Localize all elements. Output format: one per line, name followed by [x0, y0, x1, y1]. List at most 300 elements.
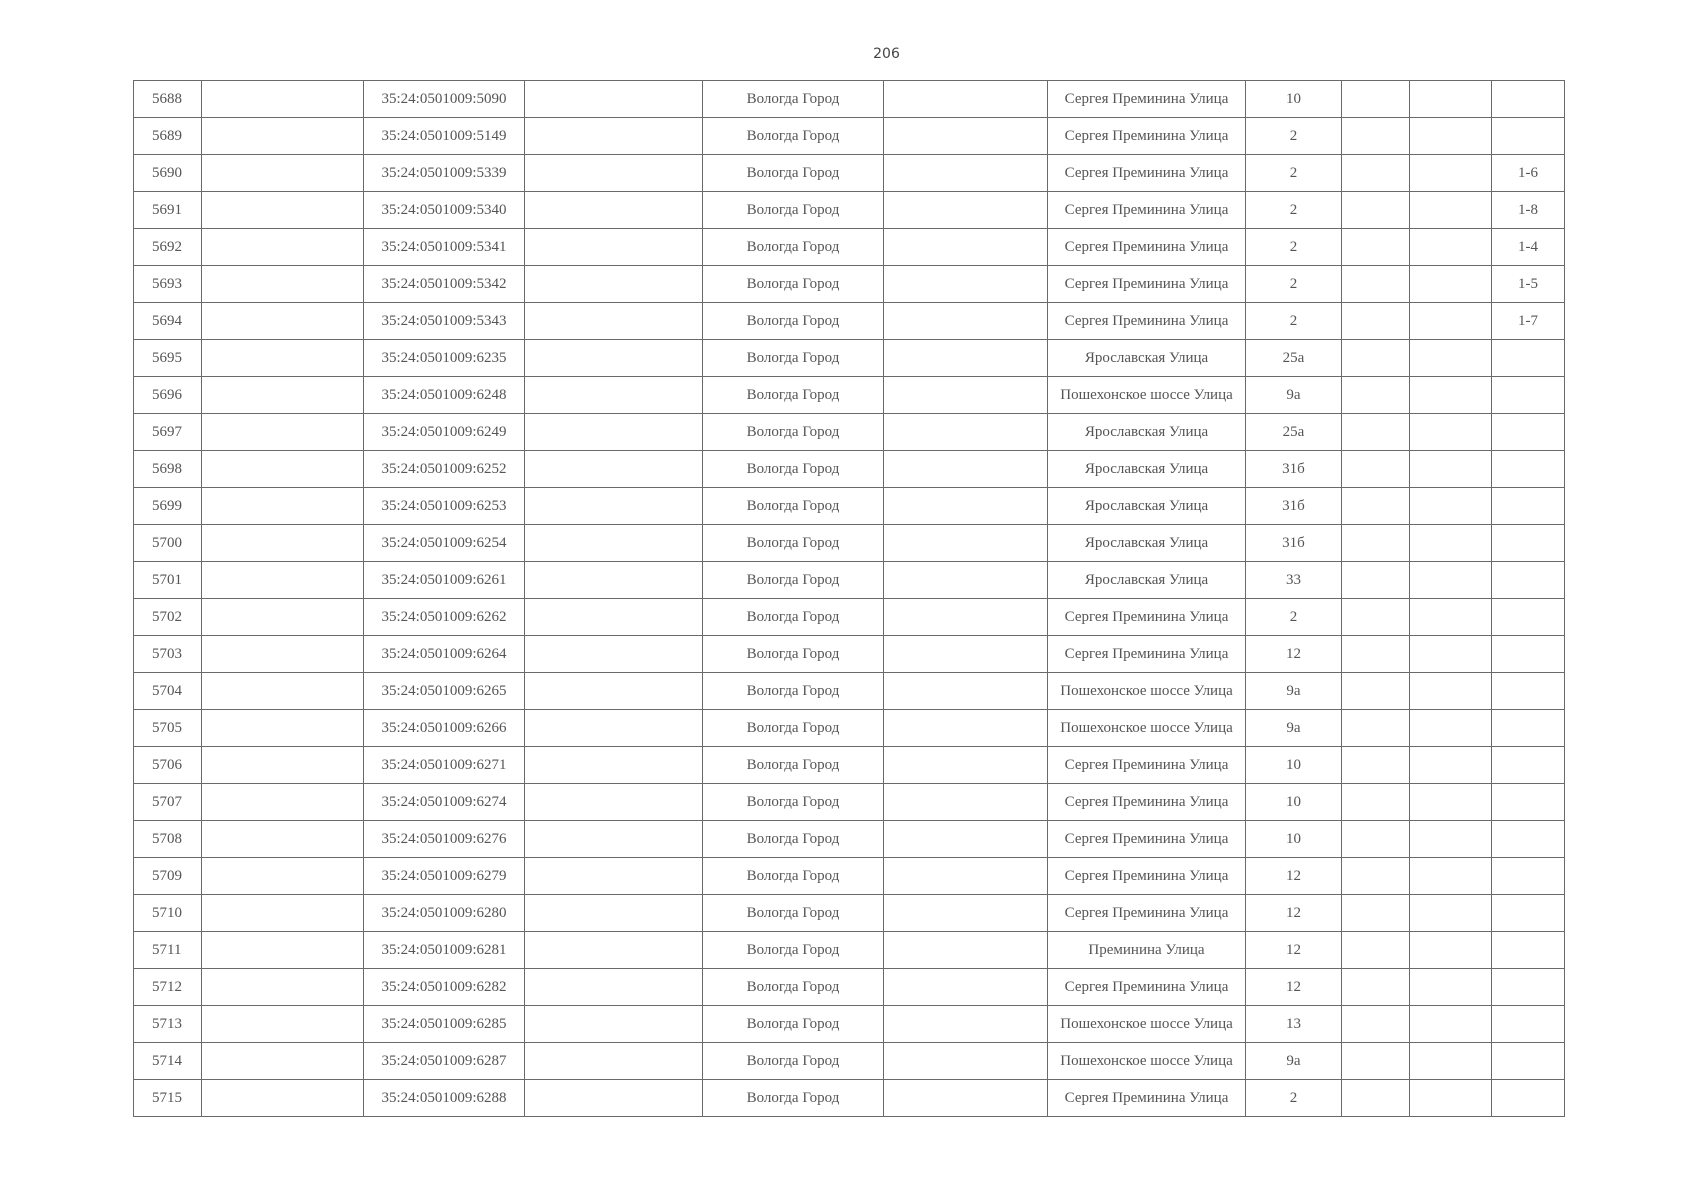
row-number-cell: 5715 [134, 1080, 202, 1117]
empty-cell [1410, 340, 1492, 377]
row-number-cell: 5691 [134, 192, 202, 229]
cadastral-number-cell: 35:24:0501009:6280 [364, 895, 525, 932]
street-cell: Преминина Улица [1048, 932, 1246, 969]
empty-cell [525, 858, 703, 895]
table-row [134, 451, 1565, 488]
empty-cell [884, 414, 1048, 451]
empty-cell [1342, 414, 1410, 451]
house-number-cell: 25а [1246, 414, 1342, 451]
street-cell: Сергея Преминина Улица [1048, 229, 1246, 266]
cadastral-number-cell: 35:24:0501009:6285 [364, 1006, 525, 1043]
empty-cell [884, 451, 1048, 488]
apartment-cell [1492, 118, 1565, 155]
empty-cell [525, 340, 703, 377]
empty-cell [1410, 81, 1492, 118]
apartment-cell [1492, 895, 1565, 932]
city-cell: Вологда Город [703, 488, 884, 525]
cadastral-number-cell: 35:24:0501009:5340 [364, 192, 525, 229]
cadastral-number-cell: 35:24:0501009:5090 [364, 81, 525, 118]
cadastral-number-cell: 35:24:0501009:6265 [364, 673, 525, 710]
empty-cell [884, 377, 1048, 414]
row-number-cell: 5709 [134, 858, 202, 895]
apartment-cell [1492, 1006, 1565, 1043]
table-row [134, 155, 1565, 192]
city-cell: Вологда Город [703, 710, 884, 747]
house-number-cell: 33 [1246, 562, 1342, 599]
empty-cell [884, 969, 1048, 1006]
table-row [134, 710, 1565, 747]
apartment-cell [1492, 932, 1565, 969]
empty-cell [525, 155, 703, 192]
street-cell: Сергея Преминина Улица [1048, 192, 1246, 229]
city-cell: Вологда Город [703, 1080, 884, 1117]
empty-cell [884, 1080, 1048, 1117]
row-number-cell: 5706 [134, 747, 202, 784]
empty-cell [525, 673, 703, 710]
city-cell: Вологда Город [703, 895, 884, 932]
cadastral-number-cell: 35:24:0501009:6279 [364, 858, 525, 895]
table-row [134, 303, 1565, 340]
table-row [134, 821, 1565, 858]
empty-cell [525, 636, 703, 673]
apartment-cell [1492, 858, 1565, 895]
empty-cell [884, 821, 1048, 858]
table-body [134, 81, 1565, 1117]
row-number-cell: 5701 [134, 562, 202, 599]
empty-cell [1410, 118, 1492, 155]
apartment-cell: 1-7 [1492, 303, 1565, 340]
empty-cell [202, 377, 364, 414]
cadastral-number-cell: 35:24:0501009:5341 [364, 229, 525, 266]
street-cell: Сергея Преминина Улица [1048, 1080, 1246, 1117]
street-cell: Пошехонское шоссе Улица [1048, 1043, 1246, 1080]
cadastral-number-cell: 35:24:0501009:6261 [364, 562, 525, 599]
street-cell: Ярославская Улица [1048, 451, 1246, 488]
empty-cell [525, 525, 703, 562]
empty-cell [1410, 192, 1492, 229]
apartment-cell [1492, 562, 1565, 599]
empty-cell [525, 784, 703, 821]
house-number-cell: 9а [1246, 377, 1342, 414]
registry-table [133, 80, 1565, 1117]
empty-cell [525, 414, 703, 451]
empty-cell [202, 155, 364, 192]
street-cell: Сергея Преминина Улица [1048, 81, 1246, 118]
empty-cell [1342, 451, 1410, 488]
empty-cell [1342, 932, 1410, 969]
empty-cell [1410, 414, 1492, 451]
city-cell: Вологда Город [703, 118, 884, 155]
street-cell: Сергея Преминина Улица [1048, 821, 1246, 858]
empty-cell [202, 1043, 364, 1080]
empty-cell [884, 673, 1048, 710]
empty-cell [202, 81, 364, 118]
apartment-cell [1492, 451, 1565, 488]
cadastral-number-cell: 35:24:0501009:5149 [364, 118, 525, 155]
apartment-cell: 1-4 [1492, 229, 1565, 266]
empty-cell [202, 192, 364, 229]
city-cell: Вологда Город [703, 969, 884, 1006]
empty-cell [1410, 1006, 1492, 1043]
table-row [134, 229, 1565, 266]
city-cell: Вологда Город [703, 155, 884, 192]
house-number-cell: 31б [1246, 488, 1342, 525]
cadastral-number-cell: 35:24:0501009:6253 [364, 488, 525, 525]
empty-cell [1410, 673, 1492, 710]
empty-cell [884, 340, 1048, 377]
empty-cell [525, 1080, 703, 1117]
street-cell: Пошехонское шоссе Улица [1048, 377, 1246, 414]
empty-cell [884, 192, 1048, 229]
table-row [134, 636, 1565, 673]
row-number-cell: 5694 [134, 303, 202, 340]
table-row [134, 1080, 1565, 1117]
empty-cell [1410, 710, 1492, 747]
empty-cell [525, 932, 703, 969]
empty-cell [884, 858, 1048, 895]
table-row [134, 1043, 1565, 1080]
city-cell: Вологда Город [703, 821, 884, 858]
street-cell: Сергея Преминина Улица [1048, 599, 1246, 636]
table-row [134, 858, 1565, 895]
empty-cell [1410, 229, 1492, 266]
row-number-cell: 5703 [134, 636, 202, 673]
table-row [134, 895, 1565, 932]
house-number-cell: 12 [1246, 895, 1342, 932]
empty-cell [1410, 636, 1492, 673]
empty-cell [1342, 488, 1410, 525]
apartment-cell [1492, 710, 1565, 747]
empty-cell [202, 969, 364, 1006]
cadastral-number-cell: 35:24:0501009:6276 [364, 821, 525, 858]
street-cell: Сергея Преминина Улица [1048, 636, 1246, 673]
empty-cell [1342, 1080, 1410, 1117]
empty-cell [1342, 821, 1410, 858]
street-cell: Сергея Преминина Улица [1048, 747, 1246, 784]
cadastral-number-cell: 35:24:0501009:6287 [364, 1043, 525, 1080]
empty-cell [884, 1006, 1048, 1043]
city-cell: Вологда Город [703, 525, 884, 562]
empty-cell [202, 636, 364, 673]
row-number-cell: 5700 [134, 525, 202, 562]
house-number-cell: 10 [1246, 81, 1342, 118]
house-number-cell: 2 [1246, 599, 1342, 636]
street-cell: Сергея Преминина Улица [1048, 266, 1246, 303]
row-number-cell: 5711 [134, 932, 202, 969]
table-row [134, 192, 1565, 229]
empty-cell [1410, 858, 1492, 895]
empty-cell [1410, 562, 1492, 599]
cadastral-number-cell: 35:24:0501009:6266 [364, 710, 525, 747]
empty-cell [884, 636, 1048, 673]
empty-cell [525, 377, 703, 414]
city-cell: Вологда Город [703, 192, 884, 229]
empty-cell [884, 303, 1048, 340]
city-cell: Вологда Город [703, 673, 884, 710]
empty-cell [525, 451, 703, 488]
street-cell: Пошехонское шоссе Улица [1048, 1006, 1246, 1043]
house-number-cell: 12 [1246, 969, 1342, 1006]
apartment-cell [1492, 599, 1565, 636]
street-cell: Сергея Преминина Улица [1048, 155, 1246, 192]
row-number-cell: 5689 [134, 118, 202, 155]
empty-cell [525, 266, 703, 303]
empty-cell [1342, 636, 1410, 673]
apartment-cell [1492, 747, 1565, 784]
empty-cell [202, 340, 364, 377]
empty-cell [1342, 969, 1410, 1006]
row-number-cell: 5707 [134, 784, 202, 821]
house-number-cell: 9а [1246, 673, 1342, 710]
empty-cell [202, 266, 364, 303]
empty-cell [202, 599, 364, 636]
empty-cell [884, 562, 1048, 599]
table-row [134, 932, 1565, 969]
cadastral-number-cell: 35:24:0501009:6254 [364, 525, 525, 562]
row-number-cell: 5699 [134, 488, 202, 525]
table-row [134, 266, 1565, 303]
empty-cell [202, 525, 364, 562]
empty-cell [202, 451, 364, 488]
cadastral-number-cell: 35:24:0501009:6249 [364, 414, 525, 451]
empty-cell [884, 229, 1048, 266]
apartment-cell [1492, 340, 1565, 377]
row-number-cell: 5714 [134, 1043, 202, 1080]
empty-cell [1410, 525, 1492, 562]
table-row [134, 377, 1565, 414]
apartment-cell [1492, 821, 1565, 858]
cadastral-number-cell: 35:24:0501009:6288 [364, 1080, 525, 1117]
empty-cell [525, 710, 703, 747]
empty-cell [1410, 488, 1492, 525]
empty-cell [1342, 303, 1410, 340]
house-number-cell: 10 [1246, 747, 1342, 784]
empty-cell [202, 821, 364, 858]
street-cell: Сергея Преминина Улица [1048, 895, 1246, 932]
empty-cell [1410, 1080, 1492, 1117]
empty-cell [202, 673, 364, 710]
cadastral-number-cell: 35:24:0501009:6264 [364, 636, 525, 673]
empty-cell [1342, 525, 1410, 562]
row-number-cell: 5695 [134, 340, 202, 377]
empty-cell [1342, 81, 1410, 118]
empty-cell [202, 414, 364, 451]
empty-cell [1410, 377, 1492, 414]
empty-cell [1410, 451, 1492, 488]
empty-cell [884, 1043, 1048, 1080]
empty-cell [884, 932, 1048, 969]
apartment-cell: 1-8 [1492, 192, 1565, 229]
empty-cell [1342, 1006, 1410, 1043]
cadastral-number-cell: 35:24:0501009:6271 [364, 747, 525, 784]
empty-cell [525, 747, 703, 784]
row-number-cell: 5698 [134, 451, 202, 488]
empty-cell [1342, 562, 1410, 599]
city-cell: Вологда Город [703, 303, 884, 340]
table-row [134, 1006, 1565, 1043]
city-cell: Вологда Город [703, 81, 884, 118]
empty-cell [525, 1006, 703, 1043]
empty-cell [884, 710, 1048, 747]
empty-cell [1410, 969, 1492, 1006]
house-number-cell: 13 [1246, 1006, 1342, 1043]
cadastral-number-cell: 35:24:0501009:6235 [364, 340, 525, 377]
house-number-cell: 2 [1246, 192, 1342, 229]
empty-cell [202, 747, 364, 784]
empty-cell [1342, 266, 1410, 303]
empty-cell [1410, 303, 1492, 340]
empty-cell [1410, 1043, 1492, 1080]
street-cell: Сергея Преминина Улица [1048, 303, 1246, 340]
empty-cell [884, 747, 1048, 784]
apartment-cell: 1-5 [1492, 266, 1565, 303]
empty-cell [202, 932, 364, 969]
row-number-cell: 5712 [134, 969, 202, 1006]
empty-cell [202, 562, 364, 599]
empty-cell [202, 710, 364, 747]
empty-cell [525, 192, 703, 229]
empty-cell [525, 229, 703, 266]
street-cell: Сергея Преминина Улица [1048, 118, 1246, 155]
empty-cell [202, 1006, 364, 1043]
empty-cell [1410, 784, 1492, 821]
city-cell: Вологда Город [703, 266, 884, 303]
street-cell: Ярославская Улица [1048, 414, 1246, 451]
city-cell: Вологда Город [703, 562, 884, 599]
cadastral-number-cell: 35:24:0501009:6274 [364, 784, 525, 821]
empty-cell [1342, 155, 1410, 192]
house-number-cell: 9а [1246, 710, 1342, 747]
empty-cell [1342, 192, 1410, 229]
house-number-cell: 10 [1246, 784, 1342, 821]
street-cell: Ярославская Улица [1048, 525, 1246, 562]
apartment-cell [1492, 784, 1565, 821]
empty-cell [1342, 340, 1410, 377]
table-row [134, 414, 1565, 451]
street-cell: Сергея Преминина Улица [1048, 858, 1246, 895]
row-number-cell: 5713 [134, 1006, 202, 1043]
empty-cell [1410, 895, 1492, 932]
house-number-cell: 31б [1246, 525, 1342, 562]
table-row [134, 969, 1565, 1006]
empty-cell [1342, 710, 1410, 747]
empty-cell [1410, 821, 1492, 858]
cadastral-number-cell: 35:24:0501009:6281 [364, 932, 525, 969]
street-cell: Пошехонское шоссе Улица [1048, 673, 1246, 710]
row-number-cell: 5688 [134, 81, 202, 118]
city-cell: Вологда Город [703, 340, 884, 377]
cadastral-number-cell: 35:24:0501009:5342 [364, 266, 525, 303]
row-number-cell: 5692 [134, 229, 202, 266]
row-number-cell: 5696 [134, 377, 202, 414]
house-number-cell: 9а [1246, 1043, 1342, 1080]
table-row [134, 118, 1565, 155]
row-number-cell: 5702 [134, 599, 202, 636]
city-cell: Вологда Город [703, 599, 884, 636]
apartment-cell [1492, 1043, 1565, 1080]
city-cell: Вологда Город [703, 451, 884, 488]
house-number-cell: 2 [1246, 118, 1342, 155]
city-cell: Вологда Город [703, 377, 884, 414]
street-cell: Сергея Преминина Улица [1048, 969, 1246, 1006]
empty-cell [525, 488, 703, 525]
apartment-cell [1492, 377, 1565, 414]
empty-cell [884, 525, 1048, 562]
house-number-cell: 2 [1246, 155, 1342, 192]
table-row [134, 747, 1565, 784]
table-row [134, 525, 1565, 562]
house-number-cell: 2 [1246, 303, 1342, 340]
empty-cell [1342, 784, 1410, 821]
empty-cell [884, 155, 1048, 192]
street-cell: Ярославская Улица [1048, 562, 1246, 599]
empty-cell [1410, 155, 1492, 192]
street-cell: Ярославская Улица [1048, 488, 1246, 525]
house-number-cell: 10 [1246, 821, 1342, 858]
empty-cell [1342, 599, 1410, 636]
row-number-cell: 5690 [134, 155, 202, 192]
empty-cell [525, 562, 703, 599]
empty-cell [202, 488, 364, 525]
empty-cell [202, 118, 364, 155]
house-number-cell: 12 [1246, 858, 1342, 895]
row-number-cell: 5704 [134, 673, 202, 710]
cadastral-number-cell: 35:24:0501009:6282 [364, 969, 525, 1006]
empty-cell [1342, 895, 1410, 932]
empty-cell [525, 821, 703, 858]
empty-cell [1342, 118, 1410, 155]
row-number-cell: 5708 [134, 821, 202, 858]
apartment-cell [1492, 525, 1565, 562]
cadastral-number-cell: 35:24:0501009:6262 [364, 599, 525, 636]
empty-cell [884, 599, 1048, 636]
empty-cell [884, 488, 1048, 525]
apartment-cell [1492, 969, 1565, 1006]
city-cell: Вологда Город [703, 229, 884, 266]
empty-cell [525, 303, 703, 340]
empty-cell [202, 858, 364, 895]
apartment-cell [1492, 488, 1565, 525]
row-number-cell: 5705 [134, 710, 202, 747]
empty-cell [1342, 229, 1410, 266]
city-cell: Вологда Город [703, 858, 884, 895]
street-cell: Пошехонское шоссе Улица [1048, 710, 1246, 747]
empty-cell [202, 1080, 364, 1117]
page-number: 206 [873, 46, 900, 62]
empty-cell [1342, 673, 1410, 710]
empty-cell [1410, 932, 1492, 969]
empty-cell [1342, 747, 1410, 784]
cadastral-number-cell: 35:24:0501009:6248 [364, 377, 525, 414]
city-cell: Вологда Город [703, 1043, 884, 1080]
apartment-cell [1492, 81, 1565, 118]
empty-cell [202, 229, 364, 266]
cadastral-number-cell: 35:24:0501009:5343 [364, 303, 525, 340]
empty-cell [525, 118, 703, 155]
table-row [134, 673, 1565, 710]
empty-cell [1410, 599, 1492, 636]
empty-cell [1342, 377, 1410, 414]
city-cell: Вологда Город [703, 932, 884, 969]
house-number-cell: 12 [1246, 932, 1342, 969]
empty-cell [525, 1043, 703, 1080]
street-cell: Сергея Преминина Улица [1048, 784, 1246, 821]
table-row [134, 562, 1565, 599]
empty-cell [525, 895, 703, 932]
house-number-cell: 25а [1246, 340, 1342, 377]
city-cell: Вологда Город [703, 636, 884, 673]
cadastral-number-cell: 35:24:0501009:5339 [364, 155, 525, 192]
